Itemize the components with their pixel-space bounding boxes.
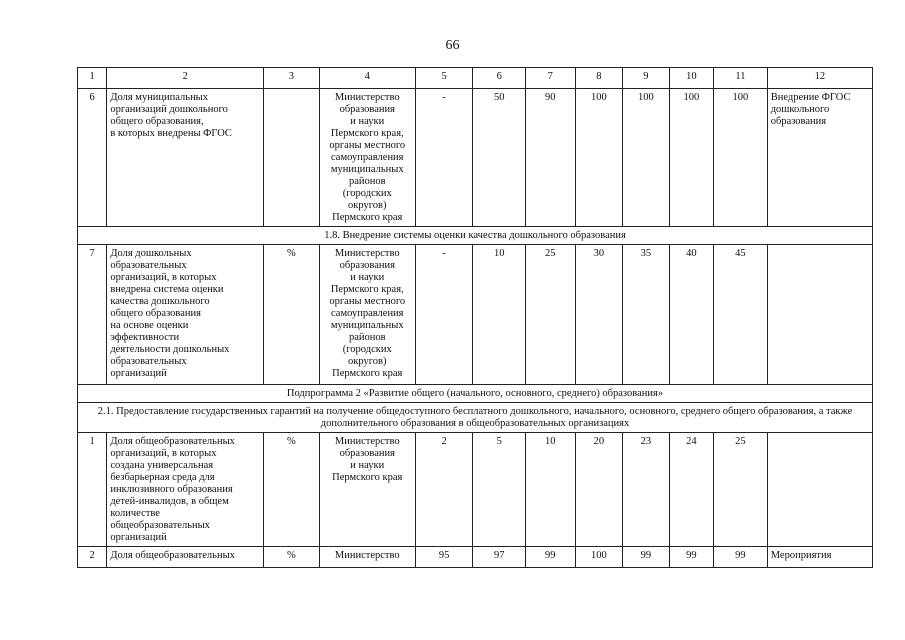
- value-cell: 99: [669, 547, 714, 568]
- column-header: 1: [78, 68, 107, 89]
- unit: %: [264, 433, 320, 547]
- column-header: 6: [473, 68, 526, 89]
- value-cell: 50: [473, 89, 526, 227]
- column-header: 7: [526, 68, 576, 89]
- value-cell: 20: [575, 433, 623, 547]
- table-row: [78, 89, 873, 227]
- value-cell: 100: [575, 547, 623, 568]
- column-header: 5: [415, 68, 473, 89]
- subprogram-heading: Подпрограмма 2 «Развитие общего (начального, основного, среднего) образования»: [78, 385, 873, 403]
- unit: %: [264, 245, 320, 385]
- value-cell: 10: [526, 433, 576, 547]
- value-cell: 90: [526, 89, 576, 227]
- value-cell: 25: [526, 245, 576, 385]
- section-heading: 1.8. Внедрение системы оценки качества дошкольного образования: [78, 227, 873, 245]
- responsible-body: Министерство: [319, 547, 415, 568]
- note-cell: Внедрение ФГОС дошкольного образования: [767, 89, 872, 227]
- indicator-name: Доля общеобразовательных: [107, 547, 264, 568]
- value-cell: 100: [575, 89, 623, 227]
- table-row: [78, 245, 873, 385]
- note-cell: [767, 245, 872, 385]
- value-cell: 24: [669, 433, 714, 547]
- value-cell: 5: [473, 433, 526, 547]
- section-row: [78, 385, 873, 403]
- table-row: [78, 547, 873, 568]
- column-header: 4: [319, 68, 415, 89]
- column-header: 10: [669, 68, 714, 89]
- section-row: [78, 403, 873, 433]
- value-cell: -: [415, 89, 473, 227]
- indicators-table: [77, 67, 873, 568]
- responsible-body: Министерство образования и науки Пермского края, органы местного самоуправления муниципальных районов (городских округов) Пермского края: [319, 89, 415, 227]
- value-cell: 40: [669, 245, 714, 385]
- value-cell: 99: [526, 547, 576, 568]
- section-row: [78, 227, 873, 245]
- value-cell: 95: [415, 547, 473, 568]
- column-header: 8: [575, 68, 623, 89]
- unit: [264, 89, 320, 227]
- section-heading: 2.1. Предоставление государственных гарантий на получение общедоступного бесплатного дошкольного, начального, основного, среднего общего образования, а также дополнительного образования в общеобразовательных организациях: [78, 403, 873, 433]
- indicator-name: Доля дошкольных образовательных организаций, в которых внедрена система оценки качества дошкольного общего образования на основе оценки эффективности деятельности дошкольных образовательных организаций: [107, 245, 264, 385]
- value-cell: -: [415, 245, 473, 385]
- page-number: 66: [445, 38, 460, 53]
- note-cell: [767, 433, 872, 547]
- column-header: 11: [714, 68, 768, 89]
- row-number: 1: [78, 433, 107, 547]
- column-header: 3: [264, 68, 320, 89]
- column-header: 12: [767, 68, 872, 89]
- row-number: 6: [78, 89, 107, 227]
- table-row: [78, 433, 873, 547]
- value-cell: 23: [623, 433, 670, 547]
- responsible-body: Министерство образования и науки Пермского края: [319, 433, 415, 547]
- value-cell: 45: [714, 245, 768, 385]
- value-cell: 100: [669, 89, 714, 227]
- value-cell: 10: [473, 245, 526, 385]
- responsible-body: Министерство образования и науки Пермского края, органы местного самоуправления муниципальных районов (городских округов) Пермского края: [319, 245, 415, 385]
- table-header-row: [78, 68, 873, 89]
- value-cell: 2: [415, 433, 473, 547]
- value-cell: 30: [575, 245, 623, 385]
- indicator-name: Доля общеобразовательных организаций, в которых создана универсальная безбарьерная среда для инклюзивного образования детей-инвалидов, в общем количестве общеобразовательных организаций: [107, 433, 264, 547]
- value-cell: 99: [623, 547, 670, 568]
- row-number: 7: [78, 245, 107, 385]
- value-cell: 35: [623, 245, 670, 385]
- row-number: 2: [78, 547, 107, 568]
- value-cell: 25: [714, 433, 768, 547]
- value-cell: 100: [714, 89, 768, 227]
- unit: %: [264, 547, 320, 568]
- value-cell: 97: [473, 547, 526, 568]
- value-cell: 100: [623, 89, 670, 227]
- column-header: 2: [107, 68, 264, 89]
- column-header: 9: [623, 68, 670, 89]
- value-cell: 99: [714, 547, 768, 568]
- indicator-name: Доля муниципальных организаций дошкольного общего образования, в которых внедрены ФГОС: [107, 89, 264, 227]
- note-cell: Мероприятия: [767, 547, 872, 568]
